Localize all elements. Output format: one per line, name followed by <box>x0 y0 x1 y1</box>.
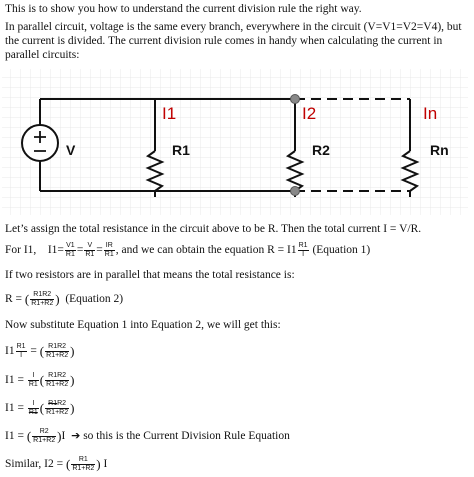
for-i1-lhs: I1= <box>47 244 64 257</box>
i1-label: I1 <box>162 104 177 123</box>
circuit-diagram <box>0 67 474 217</box>
fraction-ir-r1: $\frac{IR}{R1}$ <box>104 242 114 258</box>
for-i1-mid: , and we can obtain the equation R = I1 <box>115 244 297 257</box>
equation-1-label: (Equation 1) <box>312 244 371 257</box>
substitute-line: Now substitute Equation 1 into Equation 2, we will get this: <box>5 319 281 331</box>
i2-label: I2 <box>302 104 317 123</box>
for-i1-line: For I1, I1= $\frac{V1}{R1}$ = $\frac{V}{R1}$ = $\frac{IR}{R1}$ , and we can obtain the equation R = I1 $\frac{R1}{I}$ (Equation 1) <box>5 242 371 258</box>
bottom-node <box>291 187 300 196</box>
parallel-paragraph: In parallel circuit, voltage is the same every branch, everywhere in the circuit (V=V1=V2=V4), but the current is divided. The current division rule comes in handy when calculating the current in parallel circuits: <box>5 21 462 61</box>
step-2: I1 = $\frac{I}{R1}$ ( $\frac{R1R2}{R1+R2}$ ) <box>5 372 75 388</box>
step-1: I1 $\frac{R1}{I}$ = ( $\frac{R1R2}{R1+R2}$ ) <box>5 343 75 359</box>
two-resistors-line: If two resistors are in parallel that means the total resistance is: <box>5 269 295 281</box>
step-5: Similar, I2 = ( $\frac{R1}{R1+R2}$ ) I <box>5 456 108 472</box>
fraction-r1-i: $\frac{R1}{I}$ <box>298 242 308 258</box>
fraction-v1-r1: $\frac{V1}{R1}$ <box>65 242 75 258</box>
fraction-r1r2-sum: $\frac{R1R2}{R1+R2}$ <box>31 291 54 307</box>
equation-2-label: (Equation 2) <box>65 293 124 306</box>
r1-label: R1 <box>172 142 190 158</box>
rn-label: Rn <box>430 142 449 158</box>
source-label: V <box>66 142 76 158</box>
for-i1-prefix: For I1, <box>5 244 37 257</box>
intro-line: This is to show you how to understand the current division rule the right way. <box>5 3 362 15</box>
step-4: I1 = ( $\frac{R2}{R1+R2}$ )I ➔ so this is the Current Division Rule Equation <box>5 428 290 444</box>
current-division-rule-note: so this is the Current Division Rule Equation <box>83 430 290 443</box>
voltage-source <box>22 125 58 161</box>
step-3: I1 = $\frac{I}{R1}$ ( $\frac{R1R2}{R1+R2}$ ) <box>5 400 75 416</box>
r2-label: R2 <box>312 142 330 158</box>
right-arrow-icon: ➔ <box>71 429 81 443</box>
top-node <box>291 95 300 104</box>
equation-2-line: R = ( $\frac{R1R2}{R1+R2}$ ) (Equation 2) <box>5 291 124 307</box>
assign-line: Let’s assign the total resistance in the circuit above to be R. Then the total current I = V/R. <box>5 223 422 235</box>
fraction-v-r1: $\frac{V}{R1}$ <box>85 242 95 258</box>
in-label: In <box>423 104 438 123</box>
